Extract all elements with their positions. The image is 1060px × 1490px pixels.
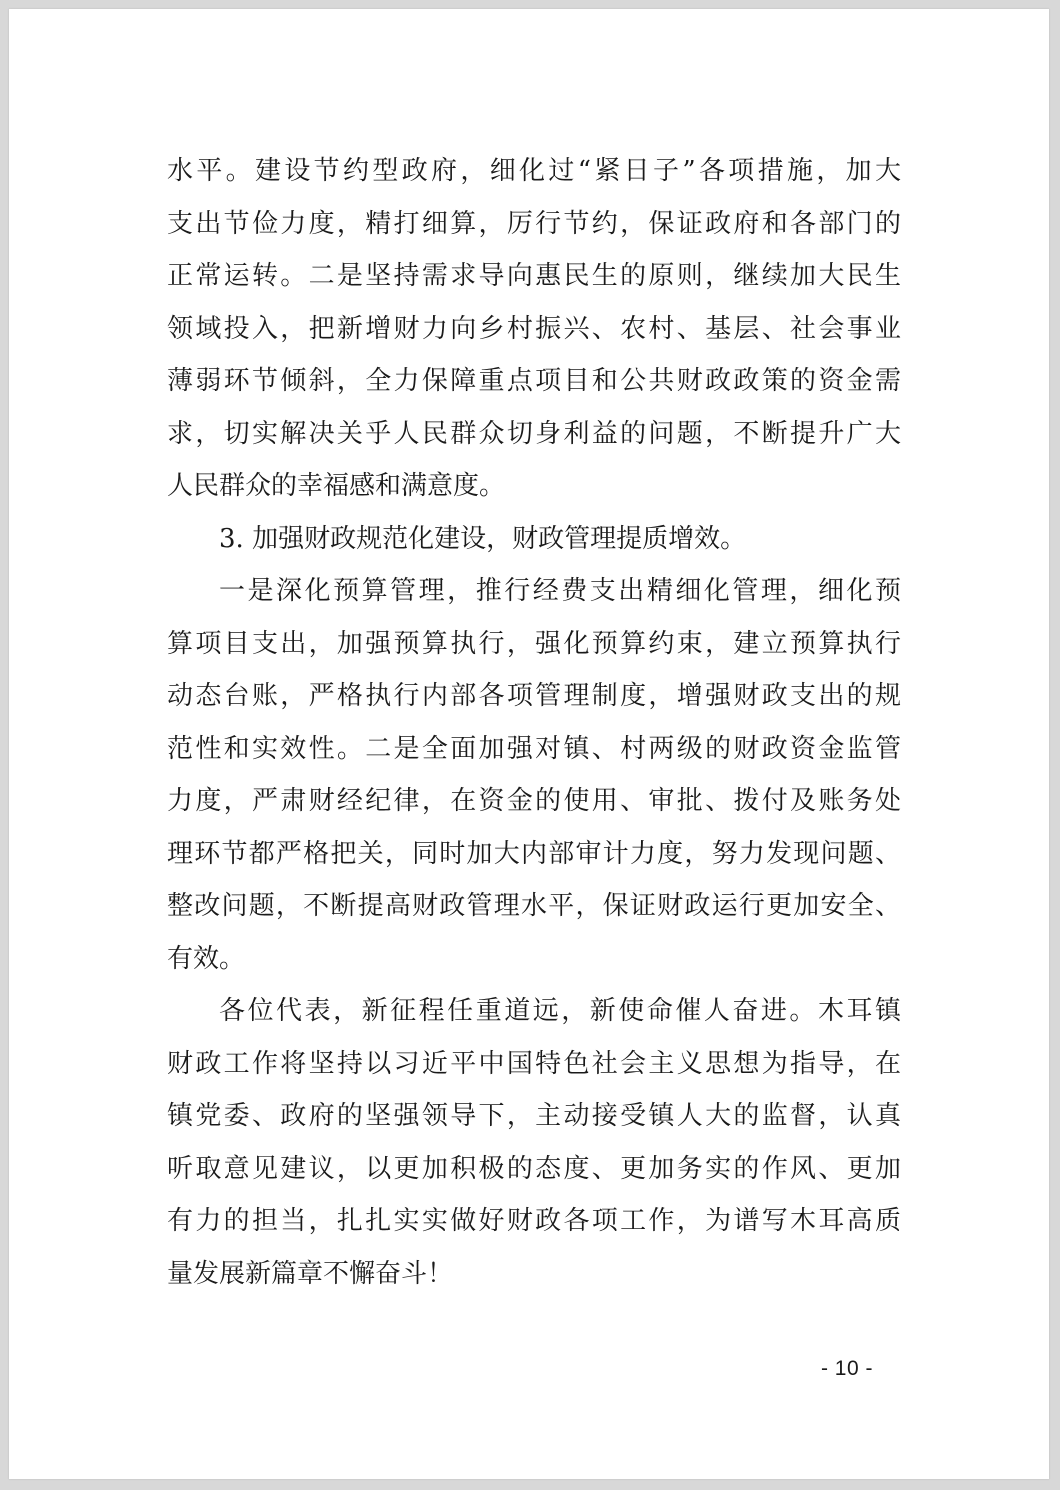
text-line: 力度，严肃财经纪律，在资金的使用、审批、拨付及账务处	[167, 786, 901, 816]
text-line: 领域投入，把新增财力向乡村振兴、农村、基层、社会事业	[167, 313, 901, 344]
text-line: 支出节俭力度，精打细算，厉行节约，保证政府和各部门的	[167, 208, 901, 239]
text-line: 听取意见建议，以更加积极的态度、更加务实的作风、更加	[167, 1153, 901, 1184]
text-line: 有力的担当，扎扎实实做好财政各项工作，为谱写木耳高质	[167, 1206, 901, 1236]
text-line: 薄弱环节倾斜，全力保障重点项目和公共财政政策的资金需	[167, 366, 901, 396]
text-line: 量发展新篇章不懈奋斗！	[167, 1258, 454, 1289]
paragraph-budget-management	[167, 565, 901, 985]
text-line: 一是深化预算管理，推行经费支出精细化管理，细化预	[219, 576, 901, 606]
text-line: 人民群众的幸福感和满意度。	[167, 471, 506, 501]
text-line: 理环节都严格把关，同时加大内部审计力度，努力发现问题、	[167, 838, 901, 869]
text-line: 动态台账，严格执行内部各项管理制度，增强财政支出的规	[167, 681, 901, 711]
text-line: 正常运转。二是坚持需求导向惠民生的原则，继续加大民生	[167, 261, 901, 291]
paragraph-continuation	[167, 145, 901, 513]
text-line: 水平。建设节约型政府，细化过“紧日子”各项措施，加大	[167, 156, 901, 186]
text-line: 求，切实解决关乎人民群众切身利益的问题，不断提升广大	[167, 418, 901, 449]
text-line: 财政工作将坚持以习近平中国特色社会主义思想为指导，在	[167, 1048, 901, 1079]
text-line: 整改问题，不断提高财政管理水平，保证财政运行更加安全、	[167, 891, 901, 921]
text-line: 算项目支出，加强预算执行，强化预算约束，建立预算执行	[167, 628, 901, 659]
text-line: 镇党委、政府的坚强领导下，主动接受镇人大的监督，认真	[167, 1101, 901, 1131]
text-line: 范性和实效性。二是全面加强对镇、村两级的财政资金监管	[167, 733, 901, 764]
section-heading-text: 3. 加强财政规范化建设，财政管理提质增效。	[219, 523, 747, 554]
page-number: - 10 -	[820, 1357, 873, 1380]
document-page	[9, 9, 1049, 1479]
text-line: 有效。	[167, 943, 246, 974]
document-body	[167, 145, 901, 1300]
paragraph-closing	[167, 985, 901, 1300]
section-heading	[167, 513, 901, 566]
text-line: 各位代表，新征程任重道远，新使命催人奋进。木耳镇	[219, 996, 901, 1026]
